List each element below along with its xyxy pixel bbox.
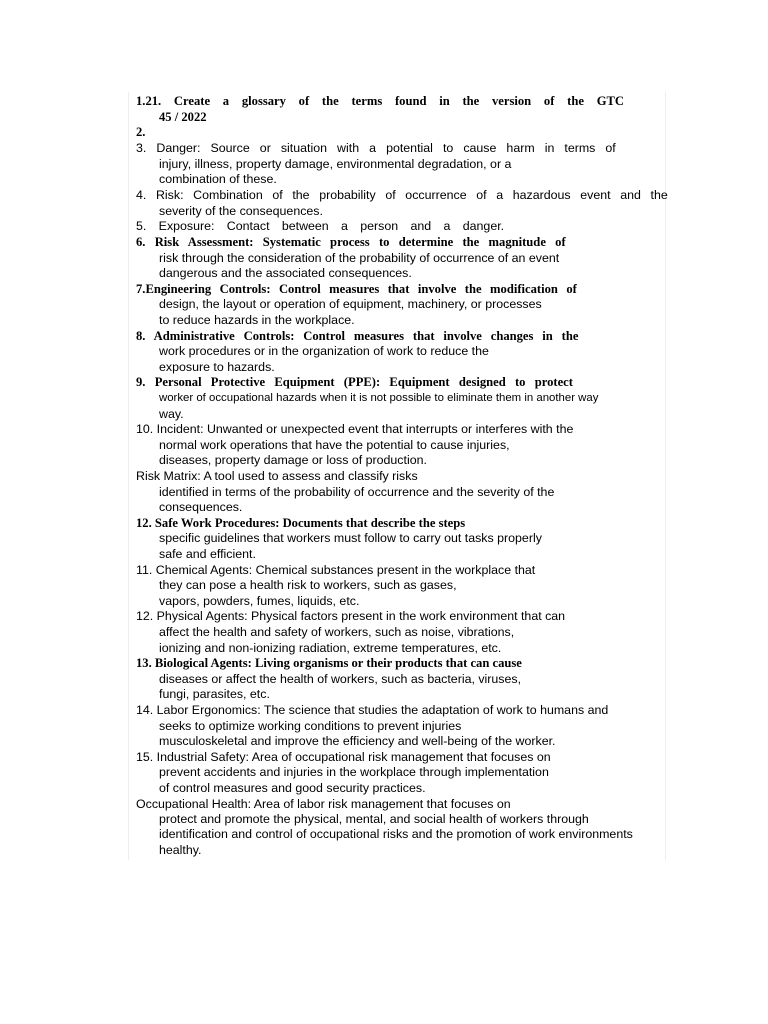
heading-line: 45 / 2022 bbox=[159, 110, 207, 124]
text-line: specific guidelines that workers must follow to carry out tasks properly bbox=[159, 531, 542, 545]
text-line: injury, illness, property damage, environmental degradation, or a bbox=[159, 157, 512, 171]
right-margin-rule bbox=[665, 92, 666, 860]
list-item: 12. Safe Work Procedures: Documents that describe the steps bbox=[136, 516, 466, 530]
list-item: 10. Incident: Unwanted or unexpected event that interrupts or interferes with the bbox=[136, 422, 574, 436]
text-line: risk through the consideration of the probability of occurrence of an event bbox=[159, 251, 560, 265]
text-line: severity of the consequences. bbox=[159, 204, 323, 218]
text-line: exposure to hazards. bbox=[159, 360, 275, 374]
list-item: 5. Exposure: Contact between a person and a danger. bbox=[136, 219, 505, 233]
left-margin-rule bbox=[128, 92, 129, 860]
list-item: 12. Physical Agents: Physical factors present in the work environment that can bbox=[136, 609, 566, 623]
text-line: identified in terms of the probability of occurrence and the severity of the bbox=[159, 485, 555, 499]
list-item: 11. Chemical Agents: Chemical substances present in the workplace that bbox=[136, 563, 536, 577]
list-item: Occupational Health: Area of labor risk management that focuses on bbox=[136, 797, 511, 811]
text-line: affect the health and safety of workers, such as noise, vibrations, bbox=[159, 625, 515, 639]
text-line: vapors, powders, fumes, liquids, etc. bbox=[159, 594, 360, 608]
text-line: musculoskeletal and improve the efficiency and well-being of the worker. bbox=[159, 734, 556, 748]
text-line: work procedures or in the organization of work to reduce the bbox=[159, 344, 489, 358]
text-line: consequences. bbox=[159, 500, 243, 514]
text-line: protect and promote the physical, mental, and social health of workers through bbox=[159, 812, 589, 826]
text-line: fungi, parasites, etc. bbox=[159, 687, 270, 701]
text-line: identification and control of occupational risks and the promotion of work environments bbox=[159, 827, 633, 841]
text-line: of control measures and good security practices. bbox=[159, 781, 426, 795]
text-line: dangerous and the associated consequences. bbox=[159, 266, 412, 280]
list-item: 3. Danger: Source or situation with a potential to cause harm in terms of bbox=[136, 141, 616, 155]
text-line: healthy. bbox=[159, 843, 202, 857]
text-line: diseases, property damage or loss of production. bbox=[159, 453, 427, 467]
list-item: 9. Personal Protective Equipment (PPE): Equipment designed to protect bbox=[136, 375, 573, 389]
list-item: 7.Engineering Controls: Control measures that involve the modification of bbox=[136, 282, 577, 296]
text-line: design, the layout or operation of equipment, machinery, or processes bbox=[159, 297, 542, 311]
text-line: prevent accidents and injuries in the workplace through implementation bbox=[159, 765, 549, 779]
list-item: 14. Labor Ergonomics: The science that studies the adaptation of work to humans and bbox=[136, 703, 609, 717]
heading-line: 1.21. Create a glossary of the terms found in the version of the GTC bbox=[136, 94, 625, 108]
text-line: seeks to optimize working conditions to prevent injuries bbox=[159, 719, 462, 733]
list-item: 2. bbox=[136, 125, 146, 139]
list-item: 8. Administrative Controls: Control measures that involve changes in the bbox=[136, 329, 579, 343]
list-item: 15. Industrial Safety: Area of occupational risk management that focuses on bbox=[136, 750, 551, 764]
list-item: 6. Risk Assessment: Systematic process to determine the magnitude of bbox=[136, 235, 566, 249]
text-line: way. bbox=[159, 407, 184, 421]
text-line: diseases or affect the health of workers, such as bacteria, viruses, bbox=[159, 672, 522, 686]
text-line: to reduce hazards in the workplace. bbox=[159, 313, 355, 327]
list-item: 13. Biological Agents: Living organisms or their products that can cause bbox=[136, 656, 522, 670]
text-line: safe and efficient. bbox=[159, 547, 256, 561]
list-item: 4. Risk: Combination of the probability of occurrence of a hazardous event and the bbox=[136, 188, 668, 202]
text-line: normal work operations that have the potential to cause injuries, bbox=[159, 438, 510, 452]
text-line: they can pose a health risk to workers, such as gases, bbox=[159, 578, 457, 592]
text-line: combination of these. bbox=[159, 172, 277, 186]
list-item: Risk Matrix: A tool used to assess and classify risks bbox=[136, 469, 418, 483]
text-line: worker of occupational hazards when it is not possible to eliminate them in another way bbox=[159, 392, 599, 404]
text-line: ionizing and non-ionizing radiation, extreme temperatures, etc. bbox=[159, 641, 502, 655]
